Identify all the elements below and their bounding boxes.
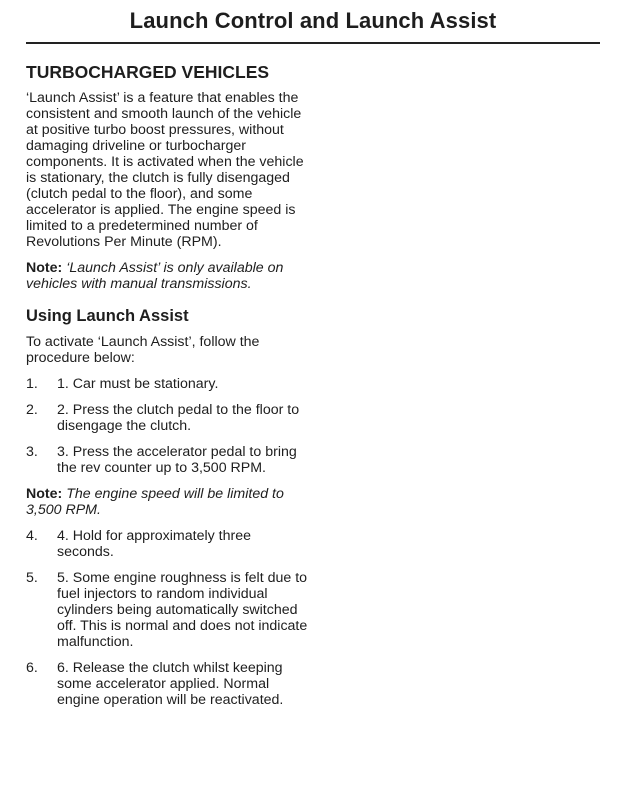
- step-number: 6.: [26, 660, 38, 676]
- step-number: 3.: [26, 444, 38, 460]
- step-number: 5.: [26, 570, 38, 586]
- intro-paragraph: ‘Launch Assist’ is a feature that enables the consistent and smooth launch of the vehicle at positive turbo boost pressures, without damaging driveline or turbocharger components. It is activated when the vehicle is stationary, the clutch is fully disengaged (clutch pedal to the floor), and some accelerator is applied. The engine speed is limited to a predetermined number of Revolutions Per Minute (RPM).: [26, 90, 304, 250]
- step-number: 4.: [26, 528, 38, 544]
- note-paragraph: [26, 260, 308, 292]
- note-text: The engine speed will be limited to 3,500 RPM.: [26, 486, 284, 518]
- subheading: Using Launch Assist: [26, 307, 189, 325]
- step-text: 5. Some engine roughness is felt due to fuel injectors to random individual cylinders being automatically switched off. This is normal and does not indicate malfunction.: [57, 570, 308, 650]
- note-paragraph: [26, 486, 308, 518]
- list-item: [26, 528, 308, 560]
- list-item: [26, 660, 308, 708]
- step-text: 2. Press the clutch pedal to the floor to disengage the clutch.: [57, 402, 300, 434]
- steps-list-a: [26, 376, 308, 476]
- steps-list-b: [26, 528, 308, 708]
- note-label: Note:: [26, 260, 63, 276]
- step-number: 1.: [26, 376, 38, 392]
- note-text: ‘Launch Assist’ is only available on vehicles with manual transmissions.: [26, 260, 284, 292]
- step-text: 1. Car must be stationary.: [57, 376, 219, 392]
- list-item: [26, 376, 308, 392]
- section-heading: TURBOCHARGED VEHICLES: [26, 62, 270, 82]
- step-number: 2.: [26, 402, 38, 418]
- page-title: Launch Control and Launch Assist: [129, 8, 497, 33]
- step-text: 3. Press the accelerator pedal to bring the rev counter up to 3,500 RPM.: [57, 444, 297, 476]
- note-label: Note:: [26, 486, 63, 502]
- list-item: [26, 570, 308, 650]
- content-column: [26, 62, 308, 718]
- instructions-paragraph: To activate ‘Launch Assist’, follow the procedure below:: [26, 334, 260, 366]
- list-item: [26, 402, 308, 434]
- step-text: 4. Hold for approximately three seconds.: [57, 528, 251, 560]
- step-text: 6. Release the clutch whilst keeping some accelerator applied. Normal engine operation will be reactivated.: [57, 660, 284, 708]
- page-header: [26, 6, 600, 44]
- list-item: [26, 444, 308, 476]
